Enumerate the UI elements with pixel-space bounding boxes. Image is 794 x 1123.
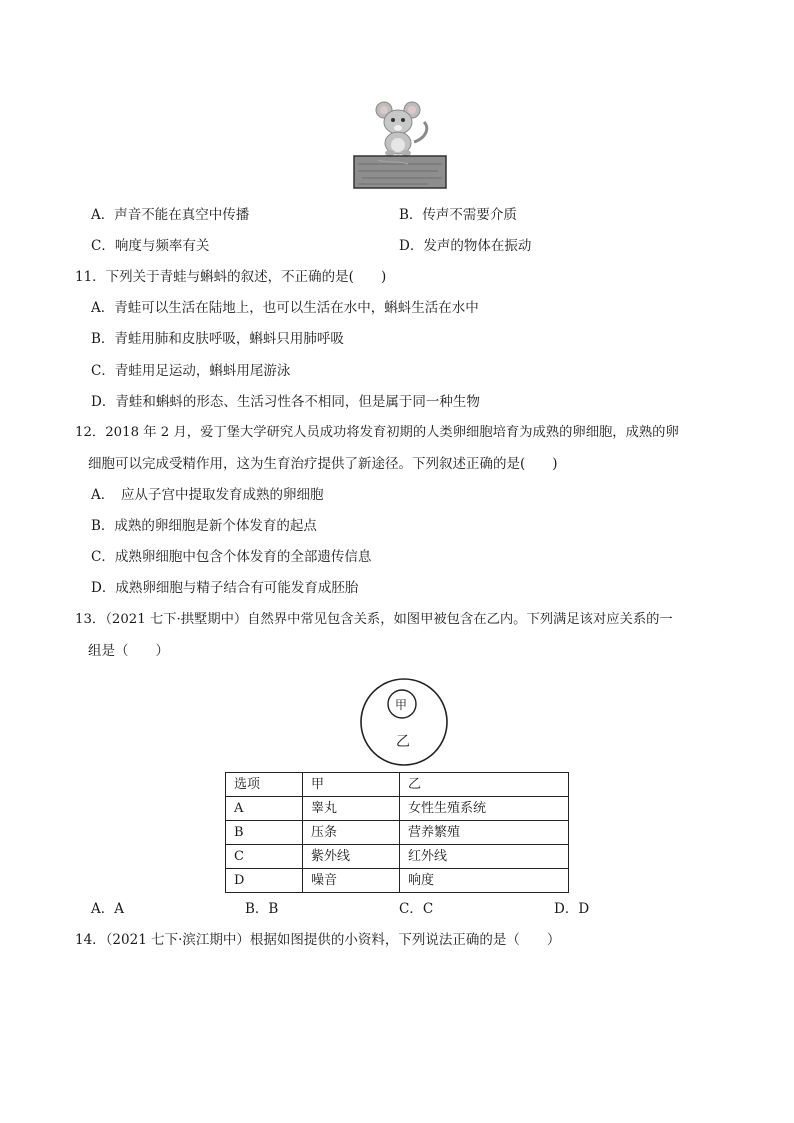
- q11-option-d: D．青蛙和蝌蚪的形态、生活习性各不相同，但是属于同一种生物: [91, 394, 480, 410]
- q13-stem-line1: 13．（2021 七下·拱墅期中）自然界中常见包含关系，如图甲被包含在乙内。下列满足该对应关系的一: [75, 612, 673, 627]
- mouse-on-block-figure: [348, 98, 452, 190]
- q12-stem-line1: 12．2018 年 2 月，爱丁堡大学研究人员成功将发育初期的人类卵细胞培育为成熟的卵细胞，成熟的卵: [75, 425, 679, 440]
- q10-option-a: A．声音不能在真空中传播: [91, 207, 250, 223]
- table-cell: 紫外线: [303, 845, 400, 869]
- q13-stem-line2: 组是（ ）: [88, 643, 169, 659]
- containment-diagram: [358, 676, 450, 768]
- q12-option-a: A． 应从子宫中提取发育成熟的卵细胞: [91, 487, 324, 503]
- q10-option-b: B．传声不需要介质: [399, 207, 517, 223]
- table-row: [226, 869, 569, 893]
- q13-option-d: D．D: [554, 901, 590, 917]
- q11-stem: 11．下列关于青蛙与蝌蚪的叙述，不正确的是( ): [75, 269, 387, 285]
- q13-option-c: C．C: [399, 901, 434, 917]
- q12-option-b: B．成熟的卵细胞是新个体发育的起点: [91, 518, 317, 534]
- table-row: [226, 845, 569, 869]
- table-cell: D: [226, 869, 303, 893]
- table-cell: 响度: [400, 869, 569, 893]
- q12-stem-line2: 细胞可以完成受精作用，这为生育治疗提供了新途径。下列叙述正确的是( ): [88, 456, 558, 472]
- table-cell: 睾丸: [303, 797, 400, 821]
- table-header-cell: 甲: [303, 773, 400, 797]
- relation-table: [225, 772, 569, 893]
- table-header-cell: 选项: [226, 773, 303, 797]
- inner-circle-label: 甲: [395, 698, 408, 712]
- table-row: [226, 821, 569, 845]
- q12-option-d: D．成熟卵细胞与精子结合有可能发育成胚胎: [91, 580, 359, 596]
- q10-option-c: C．响度与频率有关: [91, 238, 210, 254]
- table-cell: 压条: [303, 821, 400, 845]
- q14-stem: 14．（2021 七下·滨江期中）根据如图提供的小资料，下列说法正确的是（ ）: [75, 932, 561, 948]
- q11-option-b: B．青蛙用肺和皮肤呼吸，蝌蚪只用肺呼吸: [91, 331, 344, 347]
- table-cell: B: [226, 821, 303, 845]
- q13-option-b: B．B: [245, 901, 279, 917]
- table-cell: 噪音: [303, 869, 400, 893]
- table-cell: C: [226, 845, 303, 869]
- table-cell: A: [226, 797, 303, 821]
- outer-circle-label: 乙: [396, 734, 410, 750]
- table-cell: 红外线: [400, 845, 569, 869]
- q10-option-d: D．发声的物体在振动: [399, 238, 532, 254]
- q13-option-a: A．A: [91, 901, 124, 917]
- q11-option-a: A．青蛙可以生活在陆地上，也可以生活在水中，蝌蚪生活在水中: [91, 300, 479, 316]
- table-cell: 营养繁殖: [400, 821, 569, 845]
- q11-option-c: C．青蛙用足运动，蝌蚪用尾游泳: [91, 363, 291, 379]
- table-header-row: [226, 773, 569, 797]
- outer-circle: [361, 679, 447, 765]
- table-header-cell: 乙: [400, 773, 569, 797]
- table-cell: 女性生殖系统: [400, 797, 569, 821]
- table-row: [226, 797, 569, 821]
- q12-option-c: C．成熟卵细胞中包含个体发育的全部遗传信息: [91, 549, 372, 565]
- mouse-toy-illustration: [348, 98, 452, 190]
